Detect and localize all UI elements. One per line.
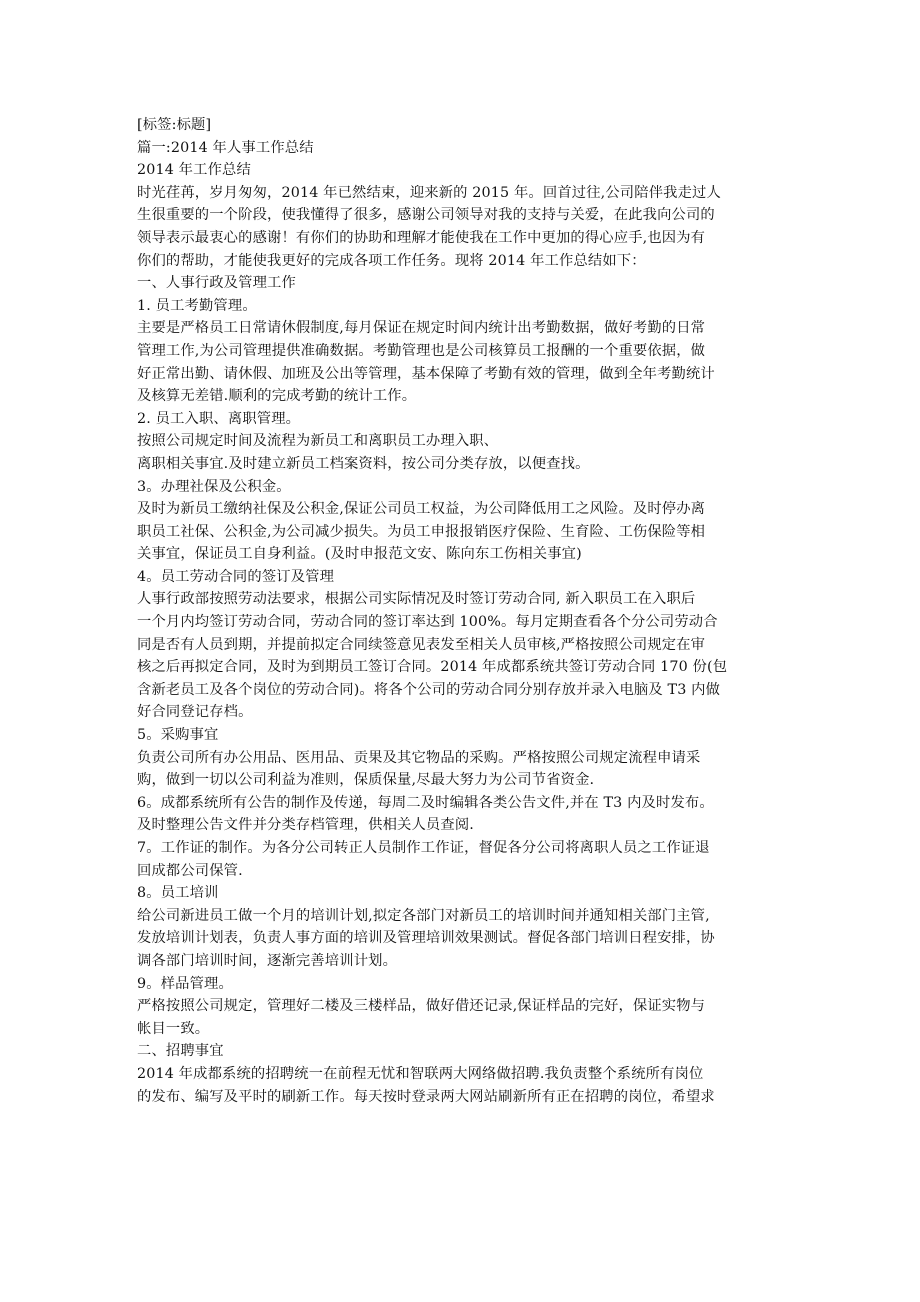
text-line: 好正常出勤、请休假、加班及公出等管理，基本保障了考勤有效的管理，做到全年考勤统计 xyxy=(137,365,715,382)
text-line: 人事行政部按照劳动法要求，根据公司实际情况及时签订劳动合同, 新入职员工在入职后 xyxy=(137,591,696,608)
text-line: 篇一:2014 年人事工作总结 xyxy=(137,139,314,156)
text-line: 8。员工培训 xyxy=(137,885,219,902)
text-line: 1. 员工考勤管理。 xyxy=(137,297,257,314)
text-line: 及时整理公告文件并分类存档管理，供相关人员查阅. xyxy=(137,817,474,834)
text-line: 回成都公司保管. xyxy=(137,862,243,879)
text-line: 2. 员工入职、离职管理。 xyxy=(137,410,301,427)
text-line: 帐目一致。 xyxy=(137,1020,210,1037)
text-line: 7。工作证的制作。为各分公司转正人员制作工作证，督促各分公司将离职人员之工作证退 xyxy=(137,840,710,856)
text-line: 关事宜，保证员工自身利益。(及时申报范文安、陈向东工伤相关事宜) xyxy=(137,546,582,563)
text-line: 3。办理社保及公积金。 xyxy=(137,478,291,495)
text-line: 给公司新进员工做一个月的培训计划,拟定各部门对新员工的培训时间并通知相关部门主管, xyxy=(137,907,710,924)
text-line: 领导表示最衷心的感谢！有你们的协助和理解才能使我在工作中更加的得心应手,也因为有 xyxy=(137,229,706,246)
text-line: 及核算无差错.顺利的完成考勤的统计工作。 xyxy=(137,388,417,405)
text-line: 的发布、编写及平时的刷新工作。每天按时登录两大网站刷新所有正在招聘的岗位，希望求 xyxy=(137,1088,715,1105)
text-line: 生很重要的一个阶段，使我懂得了很多，感谢公司领导对我的支持与关爱，在此我向公司的 xyxy=(137,207,715,224)
text-line: 9。样品管理。 xyxy=(137,975,233,992)
text-line: 严格按照公司规定，管理好二楼及三楼样品，做好借还记录,保证样品的完好，保证实物与 xyxy=(137,998,706,1015)
text-line: 及时为新员工缴纳社保及公积金,保证公司员工权益，为公司降低用工之风险。及时停办离 xyxy=(137,501,706,518)
text-line: 时光荏苒，岁月匆匆，2014 年已然结束，迎来新的 2015 年。回首过往,公司陪伴我走过人 xyxy=(137,184,721,201)
text-line: [标签:标题] xyxy=(137,117,212,133)
text-line: 4。员工劳动合同的签订及管理 xyxy=(137,568,335,585)
text-line: 你们的帮助，才能使我更好的完成各项工作任务。现将 2014 年工作总结如下： xyxy=(137,252,646,269)
text-line: 含新老员工及各个岗位的劳动合同)。将各个公司的劳动合同分别存放并录入电脑及 T3 内做 xyxy=(137,681,721,698)
text-line: 核之后再拟定合同，及时为到期员工签订合同。2014 年成都系统共签订劳动合同 170 份(包 xyxy=(137,659,728,676)
text-line: 按照公司规定时间及流程为新员工和离职员工办理入职、 xyxy=(137,433,499,450)
text-line: 二、招聘事宜 xyxy=(137,1043,224,1060)
text-line: 职员工社保、公积金,为公司减少损失。为员工申报报销医疗保险、生育险、工伤保险等相 xyxy=(137,523,706,540)
text-line: 6。成都系统所有公告的制作及传递，每周二及时编辑各类公告文件,并在 T3 内及时发布。 xyxy=(137,794,714,811)
text-line: 购，做到一切以公司利益为准则，保质保量,尽最大努力为公司节省资金. xyxy=(137,772,595,789)
text-line: 离职相关事宜.及时建立新员工档案资料，按公司分类存放，以便查找。 xyxy=(137,455,590,472)
text-line: 2014 年成都系统的招聘统一在前程无忧和智联两大网络做招聘.我负责整个系统所有岗位 xyxy=(137,1065,704,1082)
text-line: 负责公司所有办公用品、医用品、贡果及其它物品的采购。严格按照公司规定流程申请采 xyxy=(137,749,701,766)
text-line: 好合同登记存档。 xyxy=(137,704,253,721)
text-line: 调各部门培训时间，逐渐完善培训计划。 xyxy=(137,952,398,969)
text-line: 主要是严格员工日常请休假制度,每月保证在规定时间内统计出考勤数据，做好考勤的日常 xyxy=(137,320,706,337)
text-line: 一个月内均签订劳动合同，劳动合同的签订率达到 100%。每月定期查看各个分公司劳动合 xyxy=(137,614,718,631)
text-line: 管理工作,为公司管理提供准确数据。考勤管理也是公司核算员工报酬的一个重要依据，做 xyxy=(137,342,706,359)
text-line: 5。采购事宜 xyxy=(137,727,219,744)
text-line: 发放培训计划表，负责人事方面的培训及管理培训效果测试。督促各部门培训日程安排，协 xyxy=(137,930,715,947)
document-body xyxy=(137,114,797,1108)
text-line: 2014 年工作总结 xyxy=(137,162,251,179)
text-line: 同是否有人员到期，并提前拟定合同续签意见表发至相关人员审核,严格按照公司规定在审 xyxy=(137,636,706,653)
text-line: 一、人事行政及管理工作 xyxy=(137,275,296,292)
